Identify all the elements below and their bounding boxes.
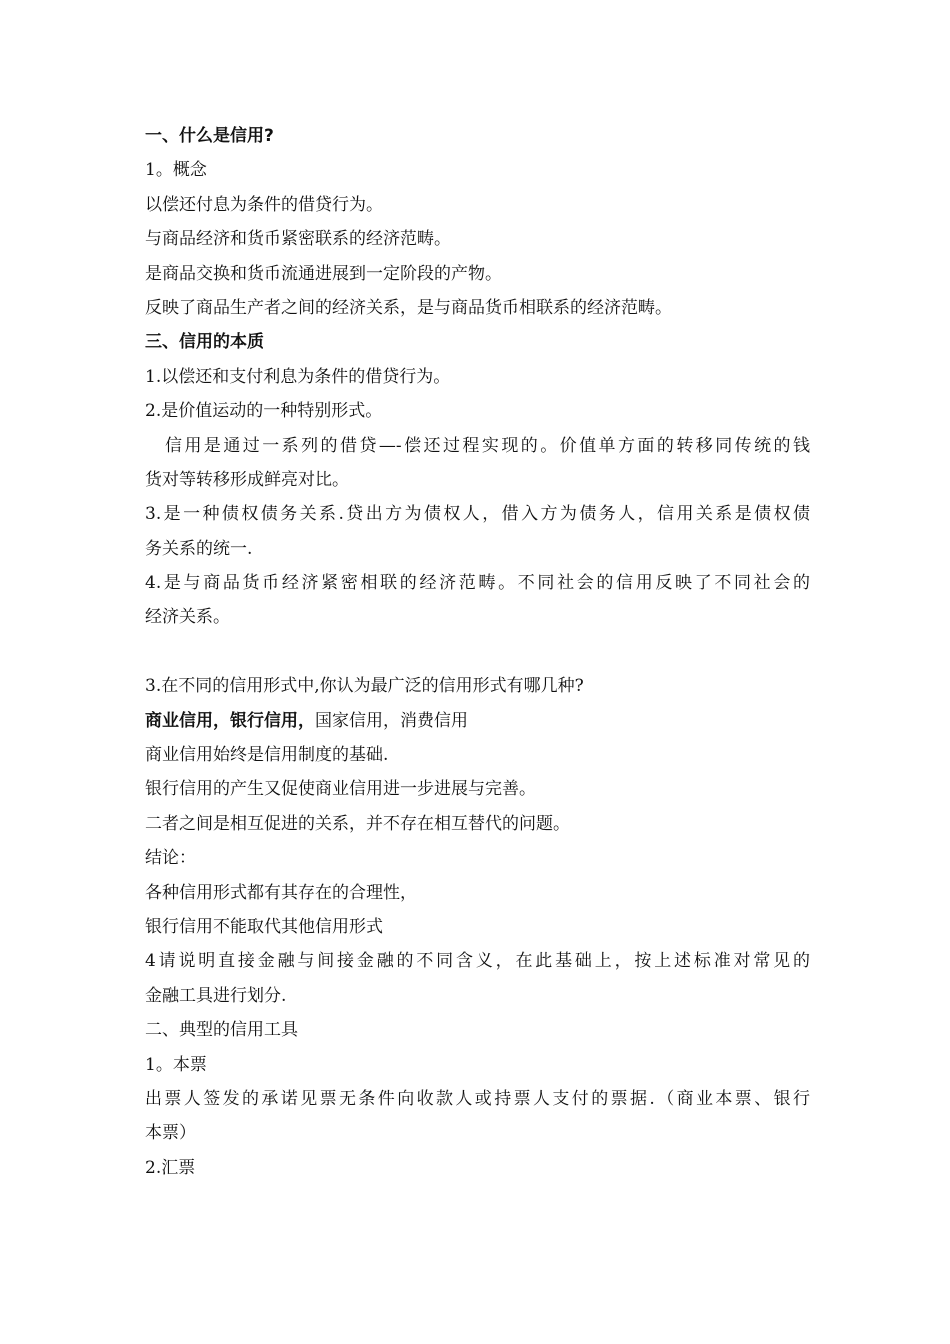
bold-commercial-credit: 商业信用， bbox=[145, 710, 230, 731]
paragraph-line: 2.汇票 bbox=[145, 1157, 196, 1178]
paragraph-line: 银行信用不能取代其他信用形式 bbox=[145, 916, 383, 937]
paragraph-line: 反映了商品生产者之间的经济关系，是与商品货币相联系的经济范畴。 bbox=[145, 297, 672, 318]
paragraph-line: 金融工具进行划分. bbox=[145, 985, 287, 1006]
paragraph-line: 出票人签发的承诺见票无条件向收款人或持票人支付的票据.（商业本票、银行 bbox=[145, 1088, 810, 1109]
paragraph-line: 结论： bbox=[145, 848, 196, 869]
paragraph-line: 货对等转移形成鲜亮对比。 bbox=[145, 469, 349, 490]
paragraph-line: 是商品交换和货币流通进展到一定阶段的产物。 bbox=[145, 263, 502, 284]
paragraph-line: 1.以偿还和支付利息为条件的借贷行为。 bbox=[145, 366, 451, 387]
paragraph-line: 本票） bbox=[145, 1123, 196, 1144]
paragraph-line: 信用是通过一系列的借贷—-偿还过程实现的。价值单方面的转移同传统的钱 bbox=[165, 435, 810, 456]
section-heading-what-is-credit: 一、什么是信用? bbox=[145, 126, 274, 146]
credit-forms-line bbox=[145, 704, 810, 738]
paragraph-line: 二者之间是相互促进的关系，并不存在相互替代的问题。 bbox=[145, 813, 570, 834]
paragraph-line: 2.是价值运动的一种特别形式。 bbox=[145, 401, 383, 422]
paragraph-line: 务关系的统一. bbox=[145, 538, 253, 559]
question-3: 3.在不同的信用形式中,你认为最广泛的信用形式有哪几种? bbox=[145, 676, 584, 697]
paragraph-line: 1。本票 bbox=[145, 1054, 207, 1075]
bold-bank-credit: 银行信用， bbox=[230, 710, 315, 731]
paragraph-line: 4.是与商品货币经济紧密相联的经济范畴。不同社会的信用反映了不同社会的 bbox=[145, 573, 810, 594]
paragraph-line: 各种信用形式都有其存在的合理性， bbox=[145, 882, 417, 903]
paragraph-line: 以偿还付息为条件的借贷行为。 bbox=[145, 194, 383, 215]
section-heading-nature-of-credit: 三、信用的本质 bbox=[145, 332, 264, 353]
paragraph-line: 3.是一种债权债务关系.贷出方为债权人，借入方为债务人，信用关系是债权债 bbox=[145, 504, 810, 525]
paragraph-line: 商业信用始终是信用制度的基础. bbox=[145, 745, 389, 766]
section-heading-credit-instruments: 二、典型的信用工具 bbox=[145, 1020, 298, 1041]
paragraph-line: 1。概念 bbox=[145, 160, 207, 181]
paragraph-line: 银行信用的产生又促使商业信用进一步进展与完善。 bbox=[145, 779, 536, 800]
paragraph-line: 经济关系。 bbox=[145, 607, 230, 628]
document-body bbox=[145, 119, 810, 1185]
other-credit-forms: 国家信用，消费信用 bbox=[315, 710, 468, 731]
blank-line bbox=[145, 635, 810, 669]
paragraph-line: 与商品经济和货币紧密联系的经济范畴。 bbox=[145, 229, 451, 250]
question-4: 4请说明直接金融与间接金融的不同含义，在此基础上，按上述标准对常见的 bbox=[145, 951, 810, 972]
